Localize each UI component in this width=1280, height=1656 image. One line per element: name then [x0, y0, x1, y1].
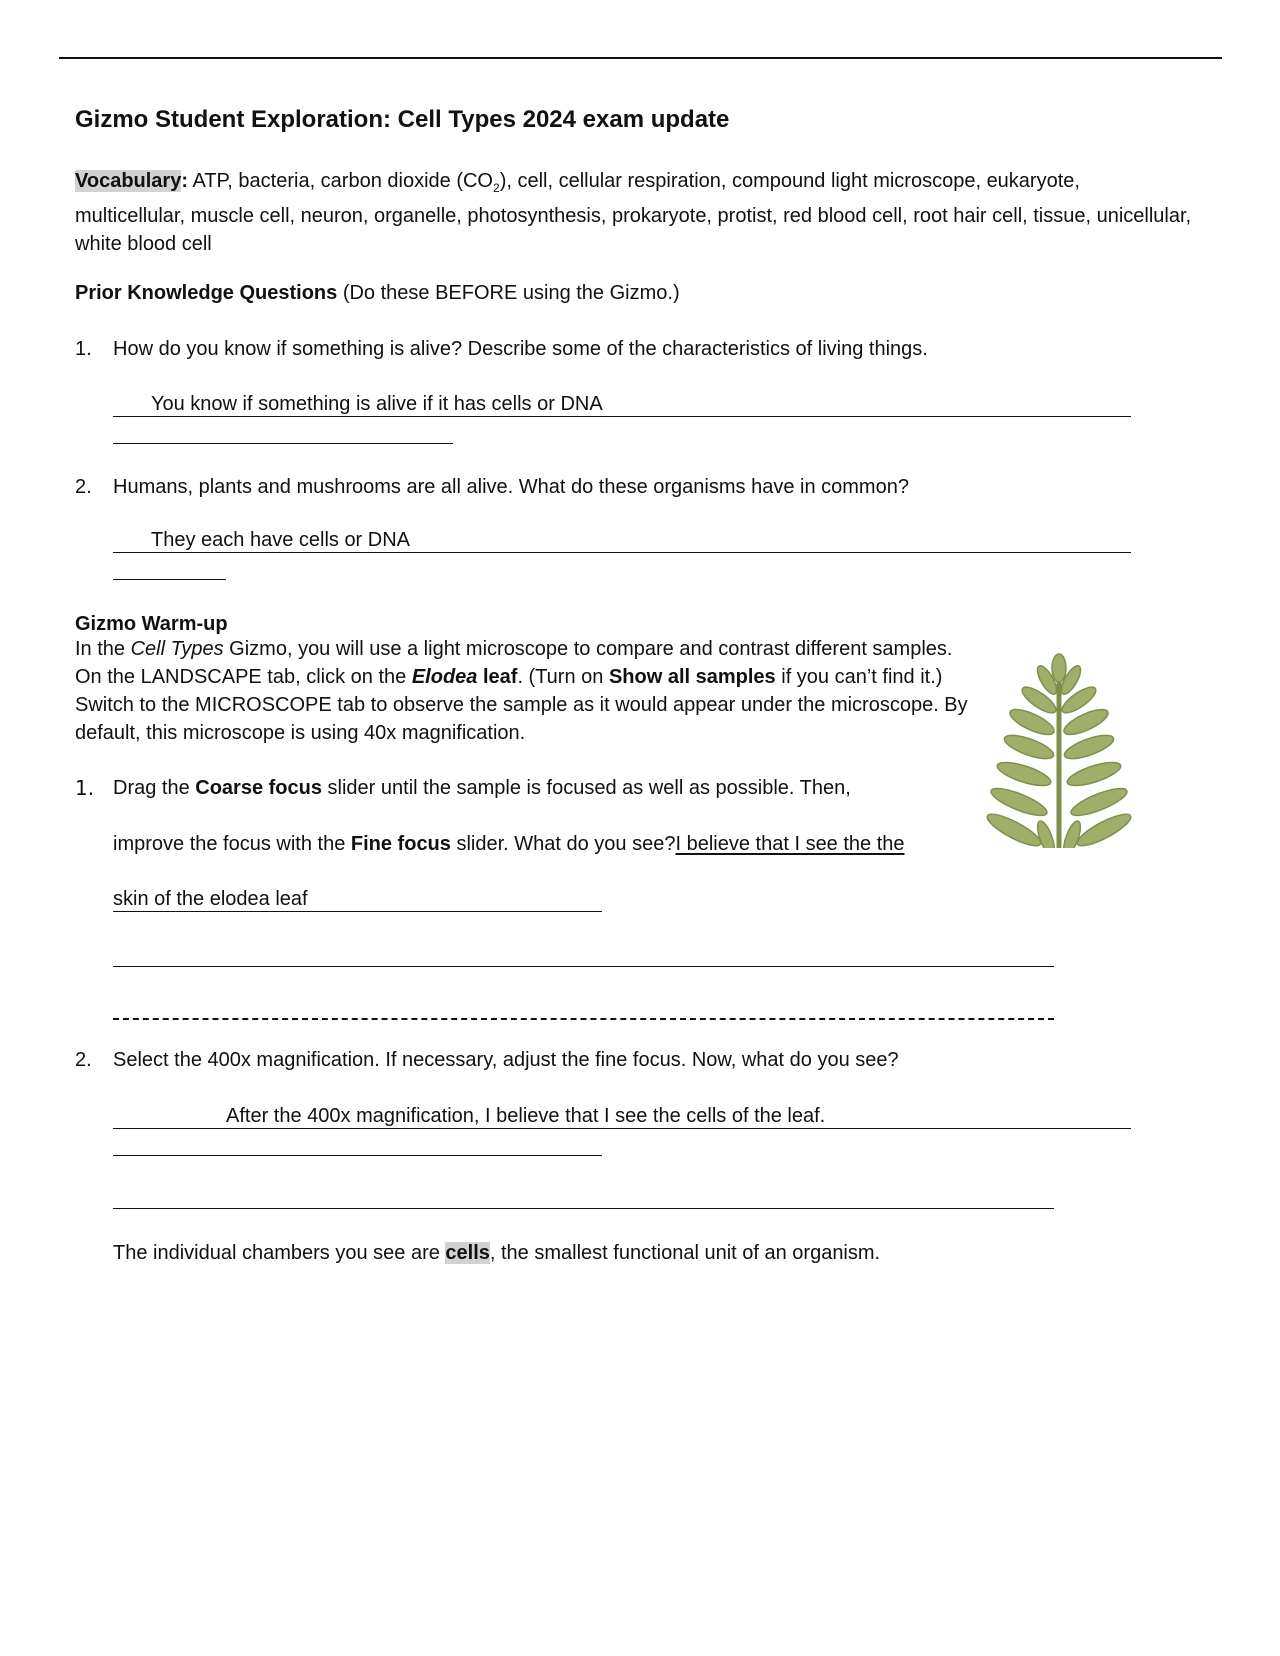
- answer-text: I believe that I see the the: [675, 833, 905, 855]
- question-text-line: [113, 830, 905, 858]
- answer-line: [113, 579, 226, 580]
- answer-text: skin of the elodea leaf: [113, 888, 308, 910]
- vocabulary-subscript: 2: [493, 181, 500, 195]
- show-all-samples-term: Show all samples: [608, 666, 776, 688]
- warmup-text: In the: [75, 638, 131, 660]
- answer-text: They each have cells or DNA: [151, 529, 411, 551]
- elodea-plant-icon: [984, 652, 1134, 848]
- answer-line: [113, 552, 1131, 553]
- document-title: Gizmo Student Exploration: Cell Types 2024 exam update: [75, 106, 730, 133]
- answer-line: [113, 1208, 1054, 1209]
- question-text: Select the 400x magnification. If necessary, adjust the fine focus. Now, what do you see?: [113, 1049, 899, 1071]
- answer-text: After the 400x magnification, I believe that I see the cells of the leaf.: [226, 1105, 826, 1127]
- vocabulary-paragraph: [75, 167, 1195, 258]
- conclusion-text: The individual chambers you see are: [113, 1242, 446, 1264]
- conclusion-sentence: [113, 1239, 880, 1267]
- question-number: 2.: [75, 476, 92, 498]
- warmup-paragraph: [75, 635, 975, 747]
- warmup-text: . (Turn on: [517, 666, 609, 688]
- coarse-focus-term: Coarse focus: [195, 777, 322, 799]
- vocabulary-label: Vocabulary: [75, 170, 182, 192]
- answer-line: [113, 1128, 1131, 1129]
- question-text: How do you know if something is alive? Describe some of the characteristics of living things.: [113, 338, 928, 360]
- question-text: slider. What do you see?: [450, 833, 676, 855]
- leaf-term: leaf: [477, 666, 518, 688]
- answer-line: [113, 416, 1131, 417]
- question-text: slider until the sample is focused as well as possible. Then,: [321, 777, 851, 799]
- vocabulary-colon: :: [181, 170, 189, 192]
- answer-line: [113, 911, 602, 912]
- fine-focus-term: Fine focus: [350, 833, 451, 855]
- answer-text: You know if something is alive if it has cells or DNA: [151, 393, 603, 415]
- conclusion-text: , the smallest functional unit of an organism.: [489, 1242, 881, 1264]
- prior-knowledge-heading-line: [75, 279, 680, 307]
- answer-line: [113, 1018, 1054, 1020]
- question-number: 2.: [75, 1049, 92, 1071]
- question-number: 1.: [75, 776, 95, 800]
- prior-knowledge-heading: Prior Knowledge Questions: [75, 282, 338, 304]
- vocabulary-text-a: ATP, bacteria, carbon dioxide (CO: [188, 170, 493, 192]
- cells-term: cells: [445, 1242, 490, 1264]
- answer-line: [113, 966, 1054, 967]
- elodea-term: Elodea: [411, 666, 478, 688]
- prior-knowledge-note: (Do these BEFORE using the Gizmo.): [337, 282, 680, 304]
- vocabulary-text-b: ), cell, cellular respiration, compound light microscope, eukaryote, multicellular, muscle cell, neuron, organelle, photosynthesis, prokaryote, protist, red blood cell, root hair cell, tissue, unicellular, white blood cell: [75, 170, 1192, 255]
- question-number: 1.: [75, 338, 92, 360]
- question-text: Drag the: [113, 777, 196, 799]
- answer-line: [113, 1155, 602, 1156]
- warmup-text: Gizmo, you will use a light microscope to compare and contrast different samples. On the LANDSCAPE tab, click on the: [75, 638, 953, 688]
- warmup-text: if you can’t find it.) Switch to the MICROSCOPE tab to observe the sample as it would appear under the microscope. By default, this microscope is using 40x magnification.: [75, 666, 968, 744]
- gizmo-name: Cell Types: [130, 638, 224, 660]
- question-text-line: [113, 774, 851, 802]
- header-rule: [59, 57, 1222, 59]
- question-text: improve the focus with the: [113, 833, 351, 855]
- question-text: Humans, plants and mushrooms are all alive. What do these organisms have in common?: [113, 476, 909, 498]
- warmup-heading: Gizmo Warm-up: [75, 613, 228, 635]
- answer-line: [113, 443, 453, 444]
